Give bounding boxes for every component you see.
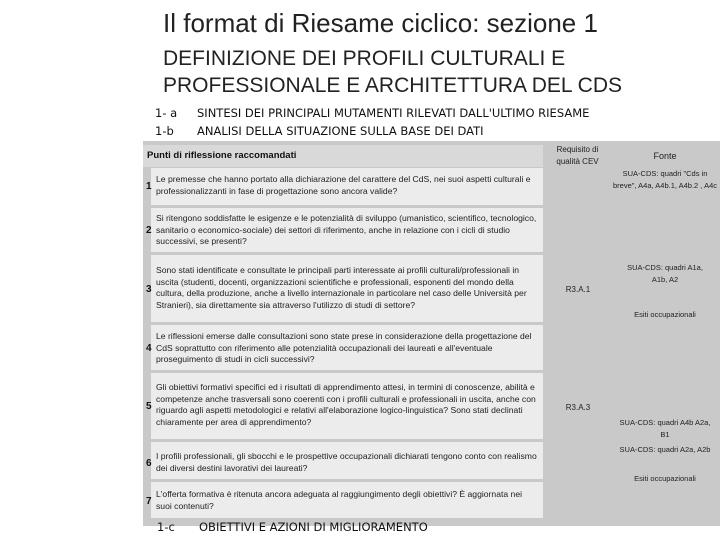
section-1c-label: OBIETTIVI E AZIONI DI MIGLIORAMENTO — [199, 520, 428, 534]
row-text: I profili professionali, gli sbocchi e le prospettive occupazionali dichiarati tengono conto con realismo dei diversi destini lavorativi dei laureati? — [156, 451, 537, 473]
section-1a — [155, 106, 589, 120]
row-text: Si ritengono soddisfatte le esigenze e le potenzialità di sviluppo (umanistico, scientifico, tecnologico, sanitario o economico-sociale) dei settori di riferimento, anche in relazione con i cicli di studio successivi, se presenti? — [156, 213, 537, 246]
fonte-value: Esiti occupazionali — [634, 310, 696, 319]
section-1c-number: 1-c — [157, 520, 175, 534]
section-1b — [155, 124, 484, 138]
fonte-value: SUA-CDS: quadri A4b A2a, B1 — [619, 418, 711, 439]
row-number: 3 — [146, 284, 152, 295]
row-number: 7 — [146, 496, 152, 507]
section-1b-number: 1-b — [155, 124, 174, 138]
page-subtitle: DEFINIZIONE DEI PROFILI CULTURALI E PROFESSIONALE E ARCHITETTURA DEL CDS — [163, 47, 622, 97]
requisito-header: Requisito di qualità CEV — [556, 145, 599, 166]
fonte-value: SUA-CDS: quadri A2a, A2b — [619, 445, 711, 454]
fonte-header: Fonte — [653, 151, 677, 161]
table-header: Punti di riflessione raccomandati — [147, 150, 297, 161]
row-number: 1 — [146, 181, 152, 192]
row-number: 4 — [146, 343, 152, 354]
row-text: Le premesse che hanno portato alla dichiarazione del carattere del CdS, nei suoi aspetti culturali e professionalizzanti in fase di progettazione sono ancora valide? — [156, 174, 531, 196]
row-text: Le riflessioni emerse dalle consultazioni sono state prese in considerazione della progettazione del CdS soprattutto con riferimento alle potenzialità occupazionali dei laureati e all'eventuale proseguimento di studi in cicli successivi? — [156, 331, 532, 364]
row-text: Sono stati identificate e consultate le principali parti interessate ai profili culturali/professionali in uscita (studenti, docenti, organizzazioni scientifiche e professionali, esponenti del mondo della cultura, della produzione, anche a livello internazionale in particolare nel caso delle Università per Stranieri), sia direttamente sia attraverso l'utilizzo di studi di settore? — [156, 265, 527, 310]
fonte-value: Esiti occupazionali — [634, 474, 696, 483]
row-text: Gli obiettivi formativi specifici ed i risultati di apprendimento attesi, in termini di conoscenze, abilità e competenze anche trasversali sono coerenti con i profili culturali e professionali in uscita, anche con riguardo agli aspetti metodologici e relativi all'elaborazione logico-linguistica? Sono stati declinati chiaramente per area di apprendimento? — [156, 382, 536, 427]
requisito-value: R3.A.3 — [565, 403, 591, 412]
section-1a-label: SINTESI DEI PRINCIPALI MUTAMENTI RILEVATI DALL'ULTIMO RIESAME — [197, 106, 590, 120]
requisito-value: R3.A.1 — [565, 285, 591, 294]
row-number: 5 — [146, 401, 152, 412]
fonte-value: SUA-CDS: quadri "Cds in breve", A4a, A4b.1, A4b.2 , A4c — [613, 169, 717, 190]
section-1b-label: ANALISI DELLA SITUAZIONE SULLA BASE DEI DATI — [197, 124, 484, 138]
page-title: Il format di Riesame ciclico: sezione 1 — [163, 8, 598, 38]
row-number: 6 — [146, 458, 152, 469]
row-text: L'offerta formativa è ritenuta ancora adeguata al raggiungimento degli obiettivi? È aggiornata nei suoi contenuti? — [156, 489, 523, 511]
section-1a-number: 1- a — [155, 106, 178, 120]
row-number: 2 — [146, 225, 152, 236]
fonte-value: SUA-CDS: quadri A1a, A1b, A2 — [627, 263, 703, 284]
